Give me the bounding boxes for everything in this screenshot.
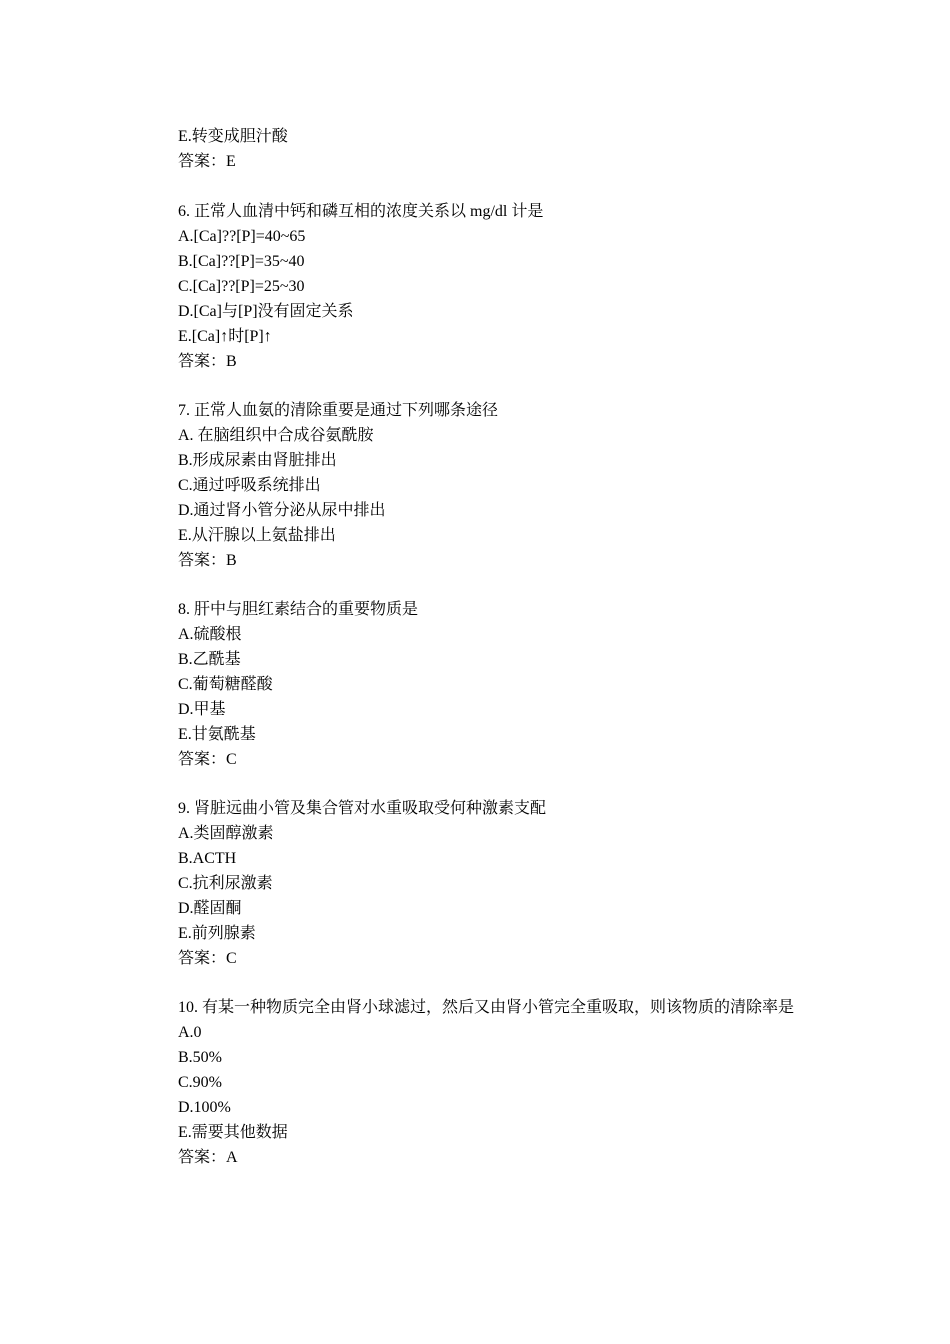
answer: 答案：E <box>178 153 236 170</box>
question-title: 10. 有某一种物质完全由肾小球滤过，然后又由肾小管完全重吸取，则该物质的清除率是 <box>178 999 795 1016</box>
option-a: A.硫酸根 <box>178 626 242 643</box>
option-b: B.[Ca]??[P]=35~40 <box>178 253 305 270</box>
option-d: D.通过肾小管分泌从尿中排出 <box>178 502 386 519</box>
question-title: 6. 正常人血清中钙和磷互相的浓度关系以 mg/dl 计是 <box>178 203 544 220</box>
option-a: A.[Ca]??[P]=40~65 <box>178 228 306 245</box>
option-a: A. 在脑组织中合成谷氨酰胺 <box>178 427 374 444</box>
answer: 答案：B <box>178 552 237 569</box>
option-d: D.100% <box>178 1099 231 1116</box>
option-e: E.转变成胆汁酸 <box>178 128 288 145</box>
question-10 <box>145 995 810 1170</box>
option-c: C.90% <box>178 1074 222 1091</box>
question-title: 8. 肝中与胆红素结合的重要物质是 <box>178 601 419 618</box>
option-a: A.0 <box>178 1024 202 1041</box>
answer: 答案：A <box>178 1149 238 1166</box>
answer: 答案：B <box>178 353 237 370</box>
option-b: B.50% <box>178 1049 222 1066</box>
option-b: B.形成尿素由肾脏排出 <box>178 452 337 469</box>
question-title: 9. 肾脏远曲小管及集合管对水重吸取受何种激素支配 <box>178 800 547 817</box>
option-c: C.通过呼吸系统排出 <box>178 477 321 494</box>
option-e: E.[Ca]↑时[P]↑ <box>178 328 272 345</box>
option-c: C.[Ca]??[P]=25~30 <box>178 278 305 295</box>
option-d: D.醛固酮 <box>178 900 242 917</box>
option-b: B.ACTH <box>178 850 237 867</box>
question-9 <box>145 796 825 971</box>
question-6 <box>145 199 825 374</box>
answer: 答案：C <box>178 950 237 967</box>
option-c: C.抗利尿激素 <box>178 875 273 892</box>
option-c: C.葡萄糖醛酸 <box>178 676 273 693</box>
previous-question-tail <box>145 124 825 174</box>
answer: 答案：C <box>178 751 237 768</box>
option-e: E.需要其他数据 <box>178 1124 288 1141</box>
question-8 <box>145 597 825 772</box>
option-a: A.类固醇激素 <box>178 825 274 842</box>
question-title: 7. 正常人血氨的清除重要是通过下列哪条途径 <box>178 402 499 419</box>
option-d: D.[Ca]与[P]没有固定关系 <box>178 303 354 320</box>
option-e: E.前列腺素 <box>178 925 256 942</box>
question-7 <box>145 398 825 573</box>
option-b: B.乙酰基 <box>178 651 241 668</box>
option-d: D.甲基 <box>178 701 226 718</box>
option-e: E.甘氨酰基 <box>178 726 256 743</box>
option-e: E.从汗腺以上氨盐排出 <box>178 527 336 544</box>
